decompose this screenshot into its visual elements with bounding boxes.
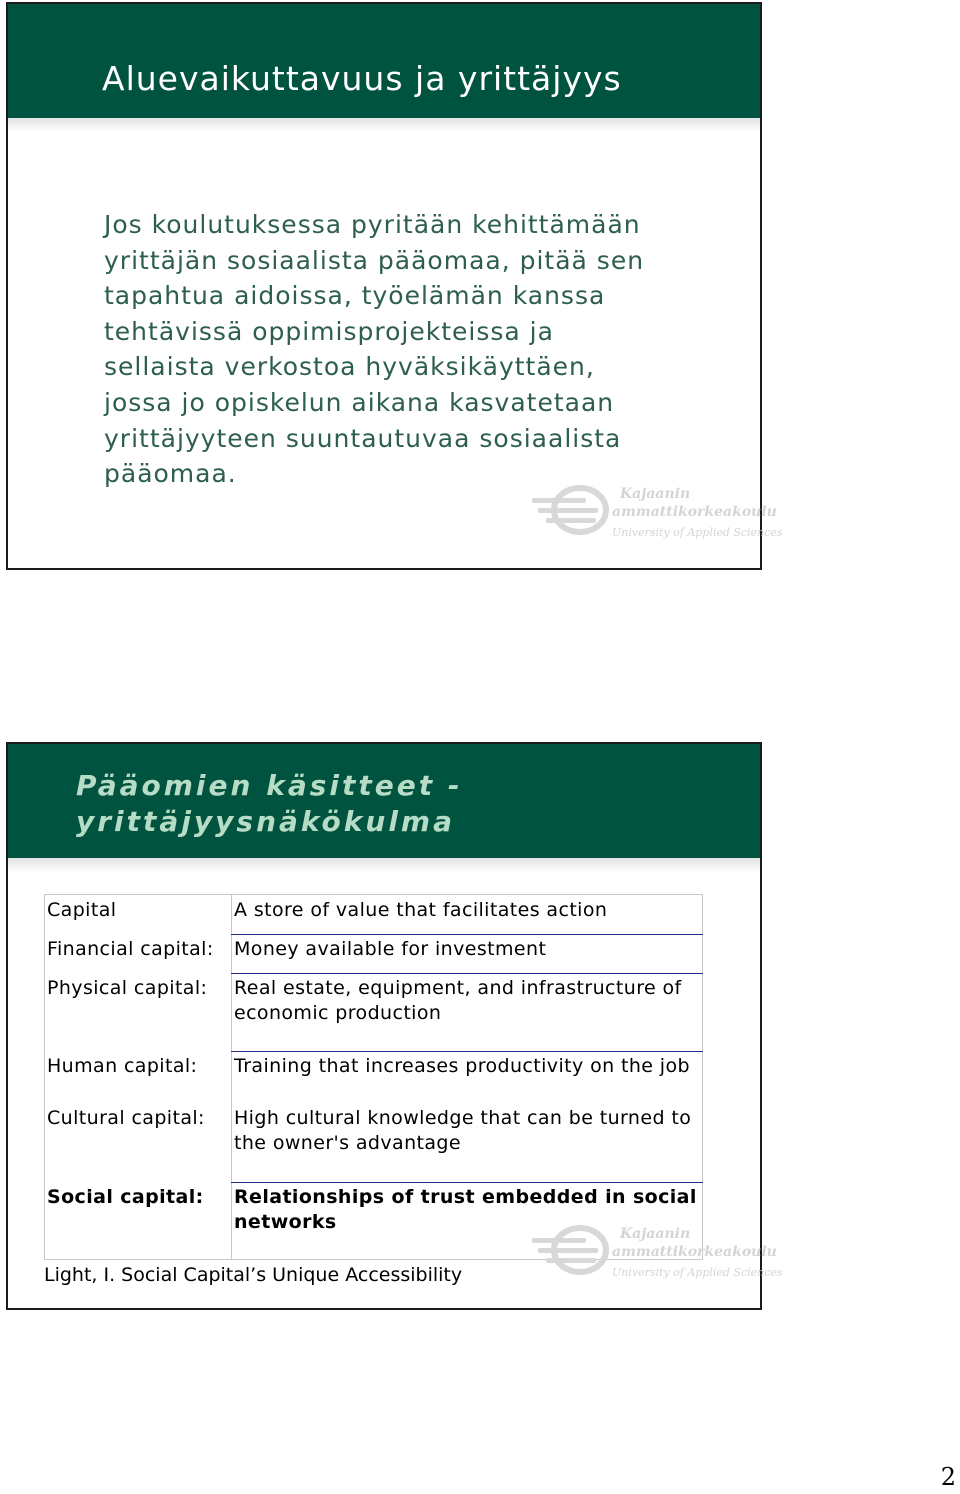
slide-header: [8, 4, 760, 118]
body-line: tehtävissä oppimisprojekteissa ja: [104, 316, 554, 346]
kajaani-logo: [528, 1210, 783, 1290]
capital-definition: High cultural knowledge that can be turned to the owner's advantage: [232, 1104, 703, 1183]
slide-body-text: [104, 207, 744, 492]
kajaani-logo: [528, 470, 783, 550]
body-line: jossa jo opiskelun aikana kasvatetaan: [104, 387, 615, 417]
header-shadow-band: [8, 118, 760, 132]
title-line: Pääomien käsitteet -: [76, 769, 463, 802]
table-row: [45, 935, 703, 974]
capital-label: Physical capital:: [45, 974, 232, 1052]
source-citation: Light, I. Social Capital’s Unique Accessibility: [44, 1264, 463, 1286]
logo-line1: Kajaanin: [620, 486, 691, 502]
capital-label: Cultural capital:: [45, 1104, 232, 1183]
title-line: yrittäjyysnäkökulma: [76, 805, 455, 838]
logo-line3: University of Applied Sciences: [612, 1266, 783, 1279]
slide-title: [76, 768, 462, 840]
capital-label: Social capital:: [45, 1183, 232, 1260]
slide-title: Aluevaikuttavuus ja yrittäjyys: [102, 59, 622, 98]
logo-line2: ammattikorkeakoulu: [612, 504, 777, 520]
logo-line1: Kajaanin: [620, 1226, 691, 1242]
slide-header: [8, 744, 760, 858]
capital-definition: Training that increases productivity on the job: [232, 1052, 703, 1105]
table-row: [45, 895, 703, 935]
logo-line3: University of Applied Sciences: [612, 526, 783, 539]
body-line: yrittäjän sosiaalista pääomaa, pitää sen: [104, 245, 645, 275]
capital-table: [44, 894, 703, 1260]
capital-label: Human capital:: [45, 1052, 232, 1105]
body-line: pääomaa.: [104, 459, 237, 489]
body-line: Jos koulutuksessa pyritään kehittämään: [104, 210, 641, 239]
body-line: yrittäjyyteen suuntautuvaa sosiaalista: [104, 423, 622, 453]
capital-label: Capital: [45, 895, 232, 935]
capital-definition: Real estate, equipment, and infrastructure of economic production: [232, 974, 703, 1052]
capital-label: Financial capital:: [45, 935, 232, 974]
slide-2: [6, 742, 783, 1310]
table-row: [45, 1052, 703, 1105]
capital-definition: Relationships of trust embedded in social networks: [232, 1183, 703, 1260]
page-number: 2: [940, 1463, 956, 1491]
header-shadow-band: [8, 858, 760, 872]
table-row: [45, 974, 703, 1052]
body-line: sellaista verkostoa hyväksikäyttäen,: [104, 352, 595, 382]
capital-definition: Money available for investment: [232, 935, 703, 974]
table-row: [45, 1104, 703, 1183]
body-line: tapahtua aidoissa, työelämän kanssa: [104, 281, 606, 311]
slide-1: [6, 2, 783, 570]
capital-definition: A store of value that facilitates action: [232, 895, 703, 935]
logo-line2: ammattikorkeakoulu: [612, 1244, 777, 1260]
